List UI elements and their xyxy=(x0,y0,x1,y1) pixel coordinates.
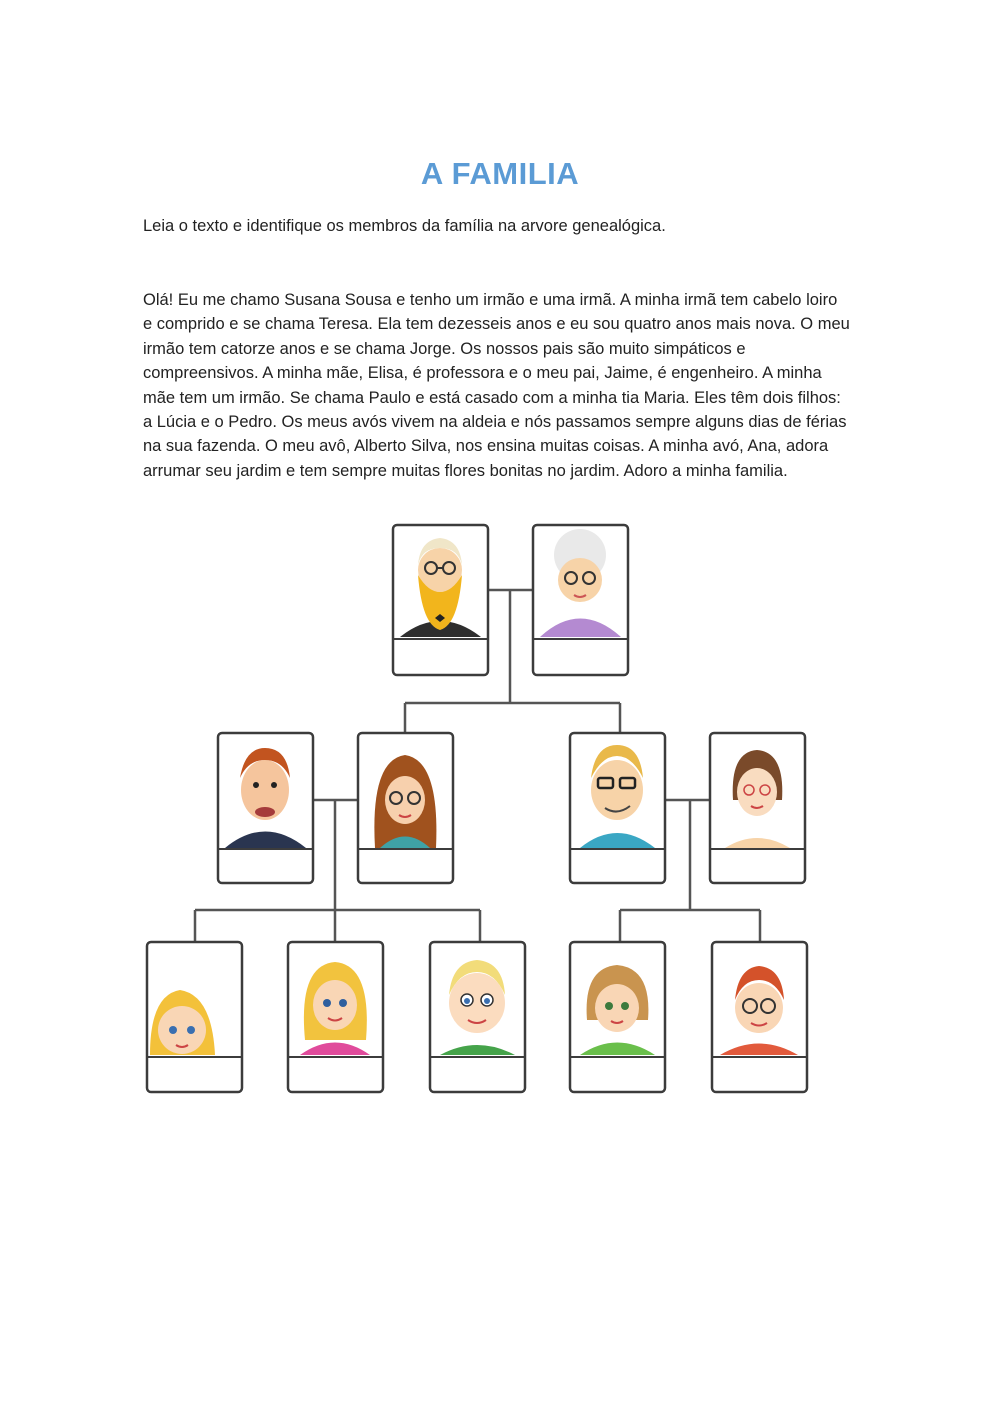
story-line: Olá! Eu me chamo Susana Sousa e tenho um irmão e uma irmã. A minha irmã tem cabelo loiro xyxy=(143,291,838,309)
answer-box-aunt[interactable] xyxy=(713,851,802,881)
card-child-girl-small xyxy=(147,942,242,1092)
card-cousin-girl xyxy=(570,942,665,1092)
card-aunt xyxy=(710,733,805,883)
story-line: compreensivos. A minha mãe, Elisa, é professora e o meu pai, Jaime, é engenheiro. A minha xyxy=(143,364,822,383)
page-title: A FAMILIA xyxy=(420,156,580,191)
answer-box-grandfather[interactable] xyxy=(396,641,485,673)
answer-box-child-girl-blonde[interactable] xyxy=(291,1059,380,1090)
card-mother xyxy=(358,733,453,883)
story-line: na sua fazenda. O meu avô, Alberto Silva, nos ensina muitas coisas. A minha avó, Ana, adora xyxy=(143,437,829,456)
card-child-girl-blonde xyxy=(288,942,383,1092)
answer-box-child-boy-blond[interactable] xyxy=(433,1059,522,1090)
story-line: mãe tem um irmão. Se chama Paulo e está casado com a minha tia Maria. Eles têm dois filhos: xyxy=(143,388,841,407)
card-uncle xyxy=(570,733,665,883)
story-line: e comprido e se chama Teresa. Ela tem dezesseis anos e eu sou quatro anos mais nova. O meu xyxy=(143,315,850,334)
answer-box-father[interactable] xyxy=(221,851,310,881)
story-line: irmão tem catorze anos e se chama Jorge. Os nossos pais são muito simpáticos e xyxy=(143,339,746,358)
card-cousin-boy xyxy=(712,942,807,1092)
answer-box-child-girl-small[interactable] xyxy=(150,1059,239,1090)
answer-box-uncle[interactable] xyxy=(573,851,662,881)
card-father xyxy=(218,733,313,883)
story-line: arrumar seu jardim e tem sempre muitas flores bonitas no jardim. Adoro a minha familia. xyxy=(143,461,788,480)
card-child-boy-blond xyxy=(430,942,525,1092)
answer-box-cousin-boy[interactable] xyxy=(715,1059,804,1090)
answer-box-cousin-girl[interactable] xyxy=(573,1059,662,1090)
answer-box-grandmother[interactable] xyxy=(536,641,625,673)
card-grandfather xyxy=(393,525,488,675)
story-line: a Lúcia e o Pedro. Os meus avós vivem na aldeia e nós passamos sempre alguns dias de férias xyxy=(143,413,847,432)
card-grandmother xyxy=(533,525,628,675)
answer-box-mother[interactable] xyxy=(361,851,450,881)
instruction-text: Leia o texto e identifique os membros da família na arvore genealógica. xyxy=(143,217,666,235)
